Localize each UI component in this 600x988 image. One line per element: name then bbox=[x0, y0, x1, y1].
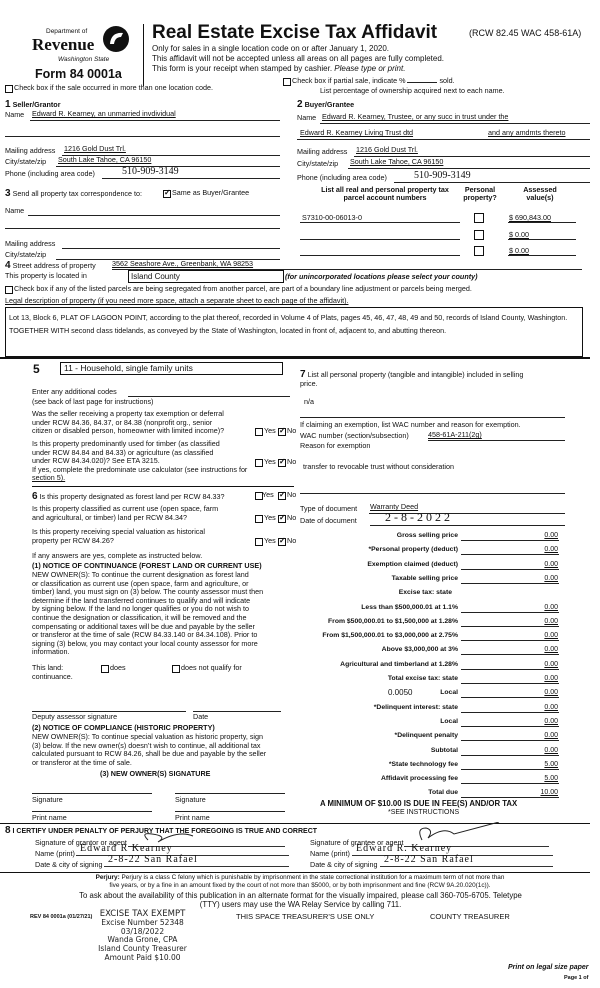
same-as-buyer-label: Same as Buyer/Grantee bbox=[172, 188, 250, 197]
new-owner-signature-title: (3) NEW OWNER(S) SIGNATURE bbox=[100, 769, 211, 778]
sec3-mail-field[interactable] bbox=[62, 248, 280, 249]
seller-mail-label: Mailing address bbox=[5, 146, 56, 155]
fee-label: Subtotal bbox=[430, 746, 458, 754]
buyer-phone-field[interactable]: 510-909-3149 bbox=[414, 170, 471, 181]
fee-value[interactable]: 0.00 bbox=[544, 532, 558, 539]
grantee-date-label: Date & city of signing bbox=[310, 860, 378, 869]
fee-label: Affidavit processing fee bbox=[380, 775, 458, 783]
fee-value[interactable]: 5.00 bbox=[544, 775, 558, 783]
grantor-name-field[interactable]: Edward R Kearney bbox=[76, 843, 289, 856]
seller-heading: 1 Seller/Grantor bbox=[5, 99, 61, 110]
no-label: No bbox=[287, 513, 297, 522]
fee-label: Exemption claimed (deduct) bbox=[367, 560, 458, 568]
print-name-label: Print name bbox=[175, 813, 210, 822]
buyer-city-label: City/state/zip bbox=[297, 159, 339, 168]
located-in-label: This property is located in bbox=[5, 271, 87, 280]
fee-line bbox=[461, 726, 559, 727]
notice-compliance-title: (2) NOTICE OF COMPLIANCE (HISTORIC PROPERTY) bbox=[32, 723, 215, 732]
owner-signature-1[interactable] bbox=[32, 793, 152, 794]
grantor-date-field[interactable]: 2-8-22 San Rafael bbox=[104, 854, 289, 867]
reason-field[interactable]: transfer to revocable trust without consideration bbox=[303, 462, 455, 471]
fee-value[interactable]: 0.00 bbox=[544, 632, 558, 640]
local-rate-field[interactable]: 0.0050 bbox=[388, 688, 413, 698]
fee-line bbox=[461, 697, 559, 698]
property-address-field[interactable]: 3562 Seashore Ave., Greenbank, WA 98253 bbox=[112, 259, 254, 268]
current-use-yes-checkbox[interactable] bbox=[255, 515, 263, 523]
deputy-label: Deputy assessor signature bbox=[32, 712, 118, 721]
fee-label: *State technology fee bbox=[388, 760, 458, 768]
timber-no-checkbox[interactable] bbox=[278, 459, 286, 467]
sec3-name-label: Name bbox=[5, 206, 25, 215]
county-select[interactable]: Island County bbox=[128, 270, 284, 283]
header-note-1: Only for sales in a single location code on or after January 1, 2020. bbox=[152, 44, 390, 53]
fee-value[interactable]: 0.00 bbox=[544, 646, 558, 654]
owner-signature-2[interactable] bbox=[175, 793, 285, 794]
fee-value[interactable]: 0.00 bbox=[544, 617, 558, 625]
current-use-question: Is this property classified as current use (open space, farm and agricultural, or timber) land per RCW 84.34? bbox=[32, 504, 219, 522]
historic-no-checkbox[interactable] bbox=[278, 538, 286, 546]
fee-line bbox=[461, 755, 559, 756]
seller-mail-field[interactable]: 1216 Gold Dust Trl. bbox=[64, 144, 126, 153]
yes-label: Yes bbox=[264, 426, 276, 435]
sec3-mail-label: Mailing address bbox=[5, 239, 56, 248]
segregation-label: Check box if any of the listed parcels are being segregated from another parcel, are part of a boundary line adjustment or parcels being merged. bbox=[14, 284, 472, 293]
grantee-sig-label: Signature of grantee or agent bbox=[310, 838, 404, 847]
seller-phone-label: Phone (including area code) bbox=[5, 169, 95, 178]
seller-name-line-2[interactable] bbox=[5, 136, 280, 137]
yes-label: Yes bbox=[262, 490, 274, 499]
historic-yes-checkbox[interactable] bbox=[255, 538, 263, 546]
partial-sale-note: List percentage of ownership acquired next to each name. bbox=[320, 86, 505, 95]
seller-city-label: City/state/zip bbox=[5, 157, 47, 166]
buyer-name-field-2b[interactable]: and any amdmts thereto bbox=[488, 128, 566, 137]
no-label: No bbox=[287, 490, 297, 499]
multi-location-label: Check box if the sale occurred in more than one location code. bbox=[14, 83, 213, 92]
fee-value[interactable]: 0.00 bbox=[544, 603, 558, 611]
personal-header: Personal property? bbox=[463, 185, 497, 203]
dor-logo-icon bbox=[101, 24, 131, 54]
buyer-heading: 2 Buyer/Grantee bbox=[297, 99, 355, 110]
assessed-value-field[interactable]: $ 0.00 bbox=[509, 229, 529, 239]
parcel-number-field[interactable]: S7310-00-06013-0 bbox=[302, 213, 362, 222]
sec3-city-label: City/state/zip bbox=[5, 250, 47, 259]
exemption-yes-checkbox[interactable] bbox=[255, 428, 263, 436]
fee-line bbox=[461, 626, 559, 627]
fee-line bbox=[461, 583, 559, 584]
fee-label: Agricultural and timberland at 1.28% bbox=[340, 660, 458, 668]
fee-line bbox=[461, 669, 559, 670]
county-treasurer-label: COUNTY TREASURER bbox=[430, 912, 510, 921]
fee-value[interactable]: 0.00 bbox=[544, 574, 558, 582]
buyer-city-field[interactable]: South Lake Tahoe, CA 96150 bbox=[350, 157, 444, 166]
yes-label: Yes bbox=[264, 457, 276, 466]
fee-value[interactable]: 0.00 bbox=[544, 675, 558, 682]
sec3-name-field[interactable] bbox=[28, 215, 280, 216]
fee-value[interactable]: 5.00 bbox=[544, 760, 558, 768]
fee-value[interactable]: 10.00 bbox=[540, 789, 558, 797]
sec4-address-label: 4 Street address of property bbox=[5, 260, 96, 271]
grantee-date-field[interactable]: 2-8-22 San Rafael bbox=[380, 854, 553, 867]
fee-label: Above $3,000,000 at 3% bbox=[381, 646, 458, 654]
fee-label: *Delinquent penalty bbox=[394, 732, 458, 740]
form-number: Form 84 0001a bbox=[35, 67, 122, 81]
fee-value[interactable]: 0.00 bbox=[544, 703, 558, 711]
fee-value[interactable]: 0.00 bbox=[544, 546, 558, 554]
state-label: Washington State bbox=[58, 56, 110, 63]
legal-paper-note: Print on legal size paper bbox=[508, 964, 589, 971]
dept-label: Department of bbox=[46, 28, 88, 35]
same-as-buyer-checkbox[interactable] bbox=[163, 190, 171, 198]
alt-format-note: To ask about the availability of this publication in an alternate format for the visually impaired, please call 360-705-6705. Teletype (TTY) users may use the WA Relay Service by calling 711. bbox=[79, 891, 522, 909]
fee-label: Less than $500,000.01 at 1.1% bbox=[361, 603, 458, 611]
minimum-due-note: A MINIMUM OF $10.00 IS DUE IN FEE(S) AND/OR TAX bbox=[320, 799, 518, 808]
header-note-3: This form is your receipt when stamped by cashier. Please type or print. bbox=[152, 64, 406, 73]
legal-desc-label: Legal description of property (if you need more space, attach a separate sheet to each page of the affidavit). bbox=[5, 296, 349, 305]
segregation-checkbox[interactable] bbox=[5, 286, 13, 294]
doc-date-field[interactable]: 2-8-2022 bbox=[385, 510, 453, 524]
fee-value[interactable]: 0.00 bbox=[544, 732, 558, 740]
fee-label: Total due bbox=[428, 789, 458, 797]
fee-line bbox=[461, 612, 559, 613]
header-divider bbox=[143, 24, 144, 86]
grantor-name-label: Name (print) bbox=[35, 849, 75, 858]
buyer-mail-field[interactable]: 1216 Gold Dust Trl. bbox=[356, 145, 418, 154]
personal-property-label: 7 List all personal property (tangible and intangible) included in selling price. bbox=[300, 369, 524, 388]
notice-continuance-title: (1) NOTICE OF CONTINUANCE (FOREST LAND OR CURRENT USE) bbox=[32, 561, 262, 570]
notice-continuance-text: NEW OWNER(S): To continue the current designation as forest land or classification as current use (open space, farm and agriculture, or timber) land, you must sign on (3) below. The county assessor must then determine if the land transferred continues to qualify and will indicate by signing below. If the land no longer qualifies or you do not wish to continue the designation or classification, it will be removed and the compensating or additional taxes will be due and payable by the seller or transferor at the time of sale (RCW 84.33.140 or 84.34.108). Prior to signing (3) below, you may contact your local county assessor for more information. bbox=[32, 570, 264, 657]
grantee-name-field[interactable]: Edward R. Kearney bbox=[352, 843, 553, 856]
personal-property-field[interactable]: n/a bbox=[304, 397, 314, 406]
fee-line bbox=[461, 712, 559, 713]
revenue-logo-text: Revenue bbox=[32, 35, 95, 54]
yes-label: Yes bbox=[264, 536, 276, 545]
parcel-number-line bbox=[300, 255, 460, 256]
rcw-reference: (RCW 82.45 WAC 458-61A) bbox=[469, 28, 582, 38]
does-qualify-checkbox[interactable] bbox=[101, 665, 109, 673]
perjury-note: Perjury: Perjury is a class C felony which is punishable by imprisonment in the state correctional institution for a maximum term of not more than five years, or by a fine in an amount fixed by the court of not more than $5000, or by both imprisonment and fine (RCW 9A.20.020(1c)). bbox=[95, 874, 505, 889]
owner-print-name-1[interactable] bbox=[32, 811, 152, 812]
continuance-label: continuance. bbox=[32, 672, 73, 681]
reason-label: Reason for exemption bbox=[300, 441, 371, 450]
fee-label: Taxable selling price bbox=[391, 574, 458, 582]
fee-value[interactable]: 0.00 bbox=[544, 660, 558, 668]
print-name-label: Print name bbox=[32, 813, 67, 822]
fee-label: *Delinquent interest: state bbox=[373, 703, 458, 711]
sec3-name-line-2[interactable] bbox=[5, 228, 280, 229]
doc-date-label: Date of document bbox=[300, 516, 357, 525]
fee-value[interactable]: 0.00 bbox=[544, 717, 558, 725]
fee-line bbox=[461, 569, 559, 570]
timber-question: Is this property predominantly used for timber (as classified under RCW 84.84 and 84.33) or agriculture (as classified under RCW 84.34.020)? See ETA 3215. If yes, complete the predominate use calculator (see instructions for section 5). bbox=[32, 439, 248, 482]
does-not-qualify-checkbox[interactable] bbox=[172, 665, 180, 673]
personal-property-checkbox[interactable] bbox=[474, 230, 484, 240]
fee-value[interactable]: 0.00 bbox=[544, 746, 558, 754]
treasurer-use-label: THIS SPACE TREASURER’S USE ONLY bbox=[236, 912, 375, 921]
sec5-number: 5 bbox=[33, 362, 40, 376]
does-label: does bbox=[110, 663, 126, 672]
county-note: (for unincorporated locations please select your county) bbox=[285, 272, 478, 281]
fee-line bbox=[461, 640, 559, 641]
codes-note: (see back of last page for instructions) bbox=[32, 397, 154, 406]
exemption-question: Was the seller receiving a property tax exemption or deferral under RCW 84.36, 84.37, or 84.38 (nonprofit org., senior citizen or disabled person, homeowner with limited income)? bbox=[32, 409, 225, 435]
buyer-name-label: Name bbox=[297, 113, 317, 122]
revision-label: REV 84 0001a (01/27/21) bbox=[30, 914, 93, 920]
does-not-label: does not qualify for bbox=[181, 663, 242, 672]
personal-property-checkbox[interactable] bbox=[474, 213, 484, 223]
grantor-date-label: Date & city of signing bbox=[35, 860, 103, 869]
assessed-value-field[interactable]: $ 0.00 bbox=[509, 246, 529, 255]
no-label: No bbox=[287, 457, 297, 466]
partial-sale-label: Check box if partial sale, indicate % sold. bbox=[292, 76, 455, 85]
fee-line bbox=[461, 654, 559, 655]
certify-heading: 8 I CERTIFY UNDER PENALTY OF PERJURY THAT THE FOREGOING IS TRUE AND CORRECT bbox=[5, 825, 318, 836]
notice-compliance-text: NEW OWNER(S): To continue special valuation as historic property, sign (3) below. If the new owner(s) doesn’t wish to continue, all additional tax calculated pursuant to RCW 84.26, shall be due and payable by the seller or transferor at the time of sale. bbox=[32, 732, 267, 767]
fee-label: Excise tax: state bbox=[398, 589, 452, 597]
land-use-code-select[interactable]: 11 - Household, single family units bbox=[60, 362, 283, 375]
seller-name-label: Name bbox=[5, 110, 25, 119]
multi-location-checkbox[interactable] bbox=[5, 85, 13, 93]
wac-field[interactable]: 458-61A-211(2g) bbox=[428, 430, 482, 439]
assessed-value-field[interactable]: $ 690,843.00 bbox=[509, 213, 551, 222]
fee-line bbox=[461, 783, 559, 784]
exemption-note: If claiming an exemption, list WAC number and reason for exemption. bbox=[300, 420, 521, 429]
buyer-phone-label: Phone (including area code) bbox=[297, 173, 387, 182]
fee-label: Local bbox=[440, 717, 458, 725]
fee-label: *Personal property (deduct) bbox=[368, 546, 458, 554]
seller-phone-field[interactable]: 510-909-3149 bbox=[122, 166, 179, 177]
buyer-name-field[interactable]: Edward R. Kearney, Trustee, or any succ in trust under the bbox=[322, 112, 509, 121]
fee-label: From $500,000.01 to $1,500,000 at 1.28% bbox=[328, 617, 458, 625]
forest-question: 6 Is this property designated as forest land per RCW 84.33? bbox=[32, 491, 225, 502]
signature-label: Signature bbox=[175, 795, 206, 804]
wac-label: WAC number (section/subsection) bbox=[300, 431, 409, 440]
signature-scribble-icon bbox=[414, 822, 504, 844]
fee-line bbox=[461, 683, 559, 684]
legal-description-field[interactable]: Lot 13, Block 6, PLAT OF LAGOON POINT, according to the plat thereof, recorded in Volume 4 of Plats, pages 45, 46, 47, 48, 49 and 50, records of Island County, Washington. TOGETHER WITH second class tidelands, as conveyed by the State of Washington, located in front of, adjacent to, and abutting thereon. bbox=[5, 307, 583, 357]
date-label: Date bbox=[193, 712, 209, 721]
timber-yes-checkbox[interactable] bbox=[255, 459, 263, 467]
exemption-no-checkbox[interactable] bbox=[278, 428, 286, 436]
fee-value[interactable]: 0.00 bbox=[544, 689, 558, 697]
historic-question: Is this property receiving special valuation as historical property per RCW 84.26? bbox=[32, 527, 205, 545]
sec3-heading: 3 Send all property tax correspondence to: bbox=[5, 188, 143, 199]
fee-label: Local bbox=[440, 689, 458, 697]
partial-sale-checkbox[interactable] bbox=[283, 78, 291, 86]
page-title: Real Estate Excise Tax Affidavit bbox=[152, 22, 438, 43]
yes-label: Yes bbox=[264, 513, 276, 522]
additional-codes-label: Enter any additional codes bbox=[32, 387, 117, 396]
doc-type-label: Type of document bbox=[300, 504, 358, 513]
buyer-name-field-2a[interactable]: Edward R. Kearney Living Trust dtd bbox=[300, 128, 414, 137]
seller-name-field[interactable]: Edward R. Kearney, an unmarried invdividual bbox=[32, 109, 176, 118]
grantor-sig-label: Signature of grantor or agent bbox=[35, 838, 127, 847]
parcel-header: List all real and personal property tax parcel account numbers bbox=[321, 185, 449, 203]
treasurer-stamp: EXCISE TAX EXEMPT Excise Number 52348 03/18/2022 Wanda Grone, CPA Island County Treasurer Amount Paid $10.00 bbox=[98, 909, 187, 962]
seller-city-field[interactable]: South Lake Tahoe, CA 96150 bbox=[58, 155, 152, 164]
fee-value[interactable]: 0.00 bbox=[544, 560, 558, 568]
header-note-2: This affidavit will not be accepted unless all areas on all pages are fully completed. bbox=[152, 54, 445, 63]
assessed-header: Assessed value(s) bbox=[523, 185, 557, 203]
fee-line bbox=[461, 540, 559, 541]
personal-property-checkbox[interactable] bbox=[474, 246, 484, 256]
forest-no-checkbox[interactable] bbox=[278, 492, 286, 500]
if-yes-note: If any answers are yes, complete as instructed below. bbox=[32, 551, 203, 560]
grantee-name-label: Name (print) bbox=[310, 849, 350, 858]
signature-label: Signature bbox=[32, 795, 63, 804]
doc-type-field[interactable]: Warranty Deed bbox=[370, 502, 419, 511]
page-number: Page 1 of bbox=[564, 975, 589, 981]
fee-line bbox=[461, 554, 559, 555]
current-use-no-checkbox[interactable] bbox=[278, 515, 286, 523]
fee-line bbox=[461, 740, 559, 741]
no-label: No bbox=[287, 426, 297, 435]
buyer-mail-label: Mailing address bbox=[297, 147, 348, 156]
no-label: No bbox=[287, 536, 297, 545]
signature-scribble-icon bbox=[138, 830, 198, 844]
this-land-label: This land: bbox=[32, 663, 64, 672]
owner-print-name-2[interactable] bbox=[175, 811, 285, 812]
fee-label: Gross selling price bbox=[396, 532, 458, 539]
see-instructions-note: *SEE INSTRUCTIONS bbox=[388, 809, 460, 816]
fee-label: Total excise tax: state bbox=[387, 675, 458, 682]
fee-line bbox=[461, 769, 559, 770]
fee-label: From $1,500,000.01 to $3,000,000 at 2.75% bbox=[322, 632, 458, 640]
parcel-number-line bbox=[300, 239, 460, 240]
